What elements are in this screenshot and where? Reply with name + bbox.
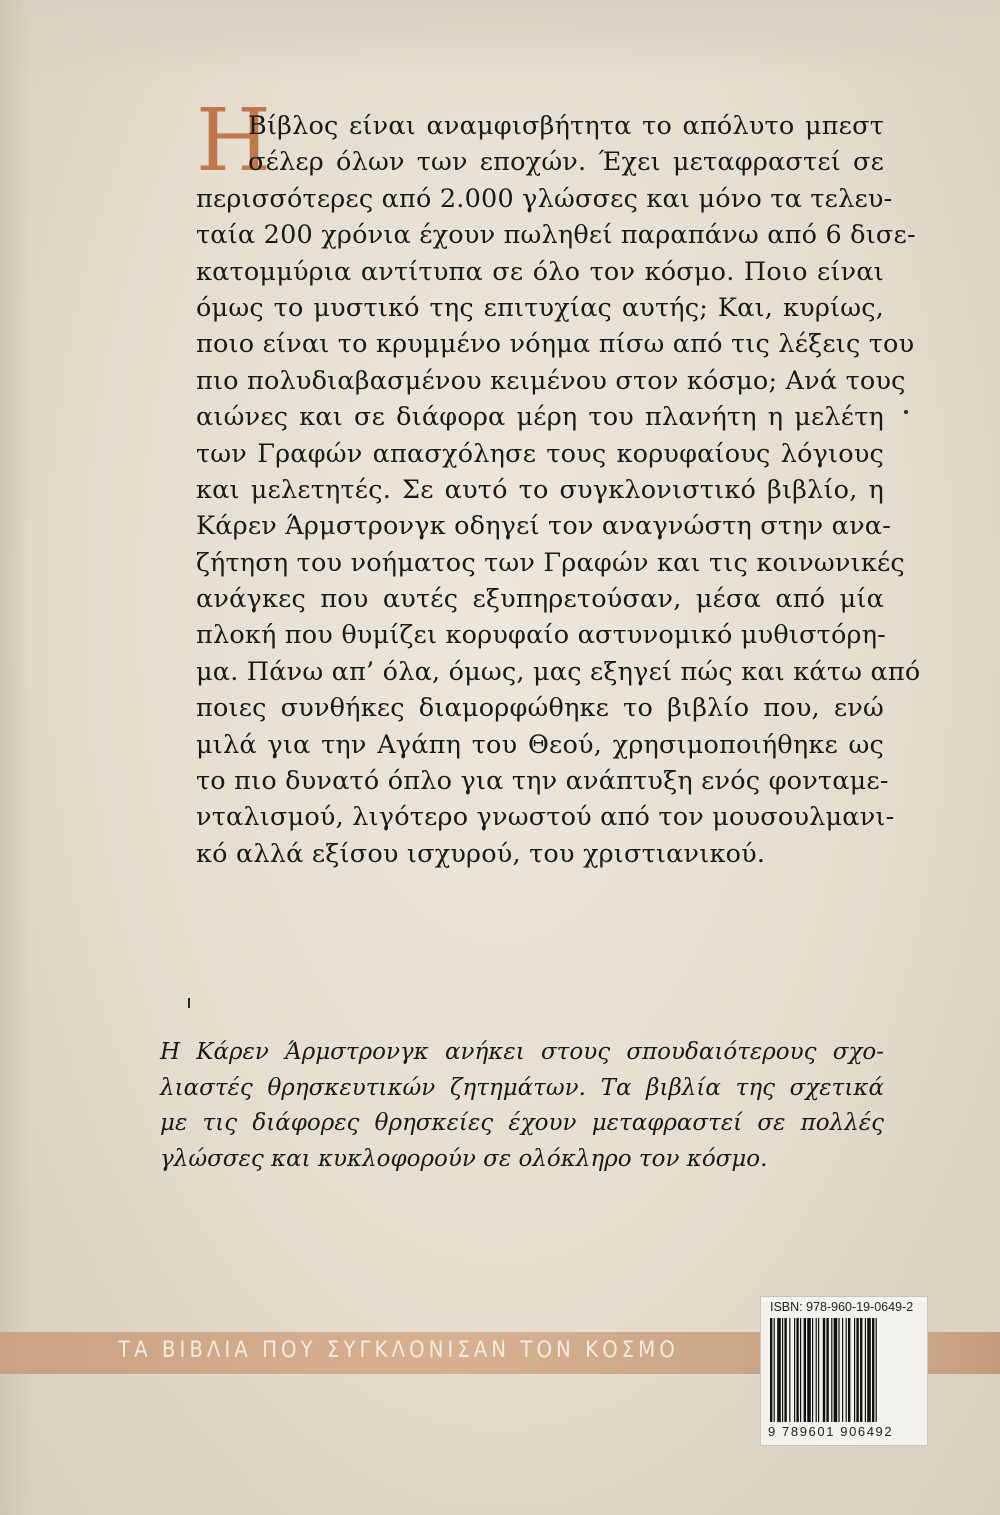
blurb-line: μα. Πάνω απ’ όλα, όμως, μας εξηγεί πώς και κάτω από	[196, 656, 921, 687]
barcode-bar	[865, 1318, 866, 1422]
blurb-line: και μελετητές. Σε αυτό το συγκλονιστικό βιβλίο, η	[196, 474, 884, 505]
blurb-line: των Γραφών απασχόλησε τους κορυφαίους λόγιους	[196, 438, 884, 469]
barcode-bar	[770, 1318, 772, 1422]
barcode-icon	[768, 1318, 920, 1422]
blurb-line: κατομμύρια αντίτυπα σε όλο τον κόσμο. Ποιο είναι	[196, 256, 884, 287]
barcode-bar	[804, 1318, 806, 1422]
barcode-bar	[846, 1318, 847, 1422]
barcode-bar	[838, 1318, 839, 1422]
barcode-bar	[823, 1318, 825, 1422]
barcode-digits: 9 789601 906492	[768, 1424, 894, 1439]
barcode-bar	[816, 1318, 817, 1422]
barcode-bar	[782, 1318, 783, 1422]
barcode-bar	[777, 1318, 781, 1422]
bio-line: με τις διάφορες θρησκείες έχουν μεταφραστεί σε πολλές	[160, 1110, 884, 1136]
barcode-bar	[784, 1318, 786, 1422]
blurb-line: Βίβλος είναι αναμφισβήτητα το απόλυτο μπεστ	[248, 111, 884, 141]
barcode-bar	[860, 1318, 862, 1422]
blurb-line: μιλά για την Αγάπη του Θεού, χρησιμοποιήθηκε ως	[196, 729, 884, 760]
barcode-bar	[818, 1318, 819, 1422]
blurb-line: ανάγκες που αυτές εξυπηρετούσαν, μέσα από μία	[196, 584, 884, 615]
barcode-bar	[842, 1318, 843, 1422]
barcode-bar	[848, 1318, 850, 1422]
barcode-bar	[872, 1318, 874, 1422]
barcode-bar	[796, 1318, 798, 1422]
left-shadow	[0, 0, 30, 1515]
blurb-line: Κάρεν Άρμστρονγκ οδηγεί τον αναγνώστη στην ανα-	[196, 511, 892, 542]
series-title: ΤΑ ΒΙΒΛΙΑ ΠΟΥ ΣΥΓΚΛΟΝΙΣΑΝ ΤΟΝ ΚΟΣΜΟ	[118, 1338, 679, 1363]
blurb-line: ταία 200 χρόνια έχουν πωληθεί παραπάνω από 6 δισε-	[196, 220, 916, 251]
barcode-bar	[834, 1318, 838, 1422]
author-bio	[160, 1035, 884, 1177]
blurb-text	[196, 108, 921, 872]
barcode-bar	[789, 1318, 790, 1422]
barcode-bar	[876, 1318, 877, 1422]
print-speck	[188, 998, 190, 1008]
blurb-line: σέλερ όλων των εποχών. Έχει μεταφραστεί σε	[248, 147, 884, 178]
blurb-line: αιώνες και σε διάφορα μέρη του πλανήτη η μελέτη	[196, 402, 884, 433]
series-band-end	[922, 1332, 1000, 1374]
blurb-line: το πιο δυνατό όπλο για την ανάπτυξη ενός φονταμε-	[196, 766, 889, 797]
isbn-label: ISBN: 978-960-19-0649-2	[770, 1300, 914, 1314]
blurb-line: ζήτηση του νοήματος των Γραφών και τις κοινωνικές	[196, 547, 905, 578]
bio-line: γλώσσες και κυκλοφορούν σε ολόκληρο τον κόσμο.	[160, 1145, 768, 1172]
blurb-line: ποιο είναι το κρυμμένο νόημα πίσω από τις λέξεις του	[196, 329, 915, 360]
blurb-line: περισσότερες από 2.000 γλώσσες και μόνο τα τελευ-	[196, 183, 893, 214]
barcode-bar	[774, 1318, 775, 1422]
barcode-bar	[831, 1318, 832, 1422]
blurb-line: ποιες συνθήκες διαμορφώθηκε το βιβλίο που, ενώ	[196, 693, 884, 724]
blurb-line: κό αλλά εξίσου ισχυρού, του χριστιανικού.	[196, 838, 766, 869]
blurb-line: πιο πολυδιαβασμένου κειμένου στον κόσμο; Ανά τους	[196, 365, 906, 396]
barcode-bar	[826, 1318, 828, 1422]
top-shadow	[0, 0, 1000, 80]
barcode-bar	[794, 1318, 795, 1422]
blurb-line: νταλισμού, λιγότερο γνωστού από τον μουσουλμανι-	[196, 802, 895, 833]
bio-line: λιαστές θρησκευτικών ζητημάτων. Τα βιβλία της σχετικά	[160, 1074, 884, 1101]
barcode-bar	[807, 1318, 811, 1422]
blurb-line: πλοκή που θυμίζει κορυφαίο αστυνομικό μυθιστόρη-	[196, 620, 887, 651]
barcode-bar	[854, 1318, 855, 1422]
barcode-bar	[856, 1318, 858, 1422]
print-speck	[904, 410, 908, 414]
barcode-bar	[800, 1318, 801, 1422]
bio-line: Η Κάρεν Άρμστρονγκ ανήκει στους σπουδαιότερους σχο-	[160, 1039, 884, 1065]
barcode-bar	[867, 1318, 871, 1422]
drop-cap: Η	[196, 91, 271, 191]
blurb-line: όμως το μυστικό της επιτυχίας αυτής; Και, κυρίως,	[196, 292, 884, 323]
barcode-bar	[812, 1318, 813, 1422]
